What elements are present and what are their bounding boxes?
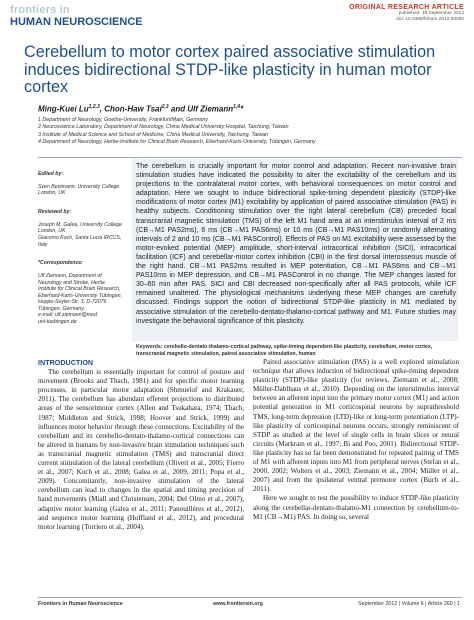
journal-logo (10, 5, 143, 28)
footer-journal: Frontiers in Human Neuroscience (38, 601, 123, 607)
body-column-right (253, 358, 459, 522)
edited-by-text: Sven Bestmann, University College London, UK (38, 183, 120, 197)
body-column-left (38, 358, 244, 532)
reviewed-by-text: Joseph M. Galea, University College London, UK Giacomo Koch, Santa Lucia IRCCS, Italy (38, 221, 122, 248)
introduction-heading: INTRODUCTION (38, 358, 94, 367)
affiliation-3: 3 Institute of Medical Science and School of Medicine, China Medical University, Taichung, Taiwan (38, 131, 269, 138)
affiliation-4: 4 Department of Neurology, Hertie-Institute for Clinical Brain Research, Eberhard-Karls-University, Tübingen, Germany (38, 139, 316, 146)
correspondence-label: *Correspondence: (38, 259, 83, 266)
logo-bottom-text: HUMAN NEUROSCIENCE (10, 16, 143, 28)
page-header (0, 0, 474, 40)
published-date: published: 19 September 2012 (398, 11, 464, 16)
doi: doi: 10.3389/fnhum.2012.00260 (396, 17, 464, 22)
reviewed-by-label: Reviewed by: (38, 208, 72, 215)
affiliations (38, 117, 458, 147)
footer-issue: September 2012 | Volume 6 | Article 260 | 1 (358, 601, 460, 607)
body-paragraph: Paired associative stimulation (PAS) is a well explored stimulation technique that allows induction of bidirectional spike-timing dependent plasticity (STDP)-like plasticity (for reviews, Ziemann et al., 2008; Müller-Dahlhaus et al., 2010). Depending on the interstimulus interval between an afferent input into the primary motor cortex (M1) and action potential generation in M1 corticospinal neurons by suprathreshold TMS, long-term depression (LTD)-like or long-term potentiation (LTP)-like plasticity of corticospinal neurons occurs, strongly reminiscent of STDP as studied at the level of single cells in brain slices or neural circuits (Markram et al., 1997; Bi and Poo, 2001). Bidirectional STDP-like plasticity has so far been demonstrated for repeated pairing of TMS of M1 with afferent inputs into M1 from peripheral nerves (Stefan et al., 2000, 2002; Wolters et al., 2003; Ziemann et al., 2004; Müller et al., 2007) and from the ipsilateral ventral premotor cortex (Buch et al., 2011). (253, 358, 459, 494)
publication-info (349, 4, 464, 23)
author-list: Ming-Kuei Lu$^{1,2,3}$, Chon-Haw Tsai$^{2,3}$ and Ulf Ziemann$^{1,4}$* (38, 104, 244, 114)
editorial-sidebar (38, 164, 126, 331)
footer-divider (38, 597, 462, 598)
footer-website[interactable]: www.frontiersin.org (213, 601, 263, 607)
affiliation-2: 2 Neuroscience Laboratory, Department of Neurology, China Medical University Hospital, Taichung, Taiwan (38, 124, 289, 131)
edited-by-label: Edited by: (38, 170, 64, 177)
body-paragraph: Here we sought to test the possibility to induce STDP-like plasticity along the cerebellar-dentato-thalamo-M1 connection by cerebellum-to-M1 (CB→M1) PAS. In doing so, several (253, 494, 459, 521)
article-type: ORIGINAL RESEARCH ARTICLE (349, 4, 464, 11)
correspondence-text: Ulf Ziemann, Department of Neurology and Stroke, Hertie Institute for Clinical Brain Research, Eberhard-Karls-University Tübingen, Hoppe-Seyler-Str. 3, D-72076 Tübingen, Germany. e-mail: ulf.ziemann@med. uni-tuebingen.de (38, 272, 122, 326)
keywords-text: cerebello-dentato-thalamo-cortical pathway, spike-timing dependent-like plasticity, cerebellum, motor cortex, transcranial magnetic stimulation, paired associative stimulation, human (136, 344, 433, 357)
keywords-label: Keywords: (136, 344, 163, 350)
body-paragraph: The cerebellum is essentially important for control of posture and movement (Brooks and Thach, 1981) and for specific motor learning processes, in particular motor adaptation (Shmuelof and Krakauer, 2011). The cerebellum has abundant efferent projections to distributed areas of the sensorimotor cortex (Allen and Tsukahara, 1974; Thach, 1987; Middleton and Strick, 1998; Hoover and Strick, 1999) and influences motor behavior through these connections. Excitability of the cerebellum and its cerebello-dentato-thalamo-cortical connections can be altered in humans by non-invasive brain stimulation techniques such as transcranial magnetic stimulation (TMS) and transcranial direct current stimulation of the lateral cerebellum (Oliveri et al., 2005; Fierro et al., 2007; Koch et al., 2008; Galea et al., 2009, 2011; Popa et al., 2009). Concomitantly, non-invasive stimulation of the lateral cerebellum can lead to changes in the spatial and timing precision of hand movements (Miall and Christensen, 2004; Del Olmo et al., 2007), adaptive motor learning (Galea et al., 2011; Panouillères et al., 2012), and sequence motor learning (Hoffland et al., 2012), and procedural motor learning (Torriero et al., 2004). (38, 368, 244, 531)
logo-top-text: frontiers in (10, 4, 70, 16)
divider (38, 157, 462, 158)
affiliation-1: 1 Department of Neurology, Goethe-University, Frankfurt/Main, Germany (38, 117, 208, 123)
article-title: Cerebellum to motor cortex paired associative stimulation induces bidirectional STDP-like plasticity in human motor cortex (24, 43, 436, 96)
keywords (136, 344, 456, 358)
abstract: The cerebellum is crucially important for motor control and adaptation. Recent non-invasive brain stimulation studies have indicated the possibility to alter the excitability of the cerebellum and its projections to the contralateral motor cortex, with behavioral consequences on motor control and adaptation. Here we sought to induce bidirectional spike-timing dependent plasticity (STDP)-like modifications of motor cortex (M1) excitability by application of paired associative stimulation (PAS) in healthy subjects. Conditioning stimulation over the right lateral cerebellum (CB) preceded focal transcranial magnetic stimulation (TMS) of the left M1 hand area at an interstimulus interval of 2 ms (CB→M1 PAS2ms), 6 ms (CB→M1 PAS6ms) or 10 ms (CB→M1 PAS10ms) or randomly alternating intervals of 2 and 10 ms (CB→M1 PASControl). Effects of PAS on M1 excitability were assessed by the motor-evoked potential (MEP) amplitude, short-interval intracortical inhibition (SICI), intracortical facilitation (ICF) and cerebellar-motor cortex inhibition (CBI) in the first dorsal interosseous muscle of the right hand. CB→M1 PAS2ms resulted in MEP potentiation, CB→M1 PAS6ms and CB→M1 PAS10ms in MEP depression, and CB→M1 PASControl in no change. The MEP changes lasted for 30–60 min after PAS. SICI and CBI decreased non-specifically after all PAS protocols, while ICF remained unaltered. The physiological mechanisms underlying these MEP changes are carefully discussed. Findings support the notion of bidirectional STDP-like plasticity in M1 mediated by associative stimulation of the cerebello-dentato-thalamo-cortical pathway and M1. Future studies may investigate the behavioral significance of this plasticity. (136, 163, 456, 325)
